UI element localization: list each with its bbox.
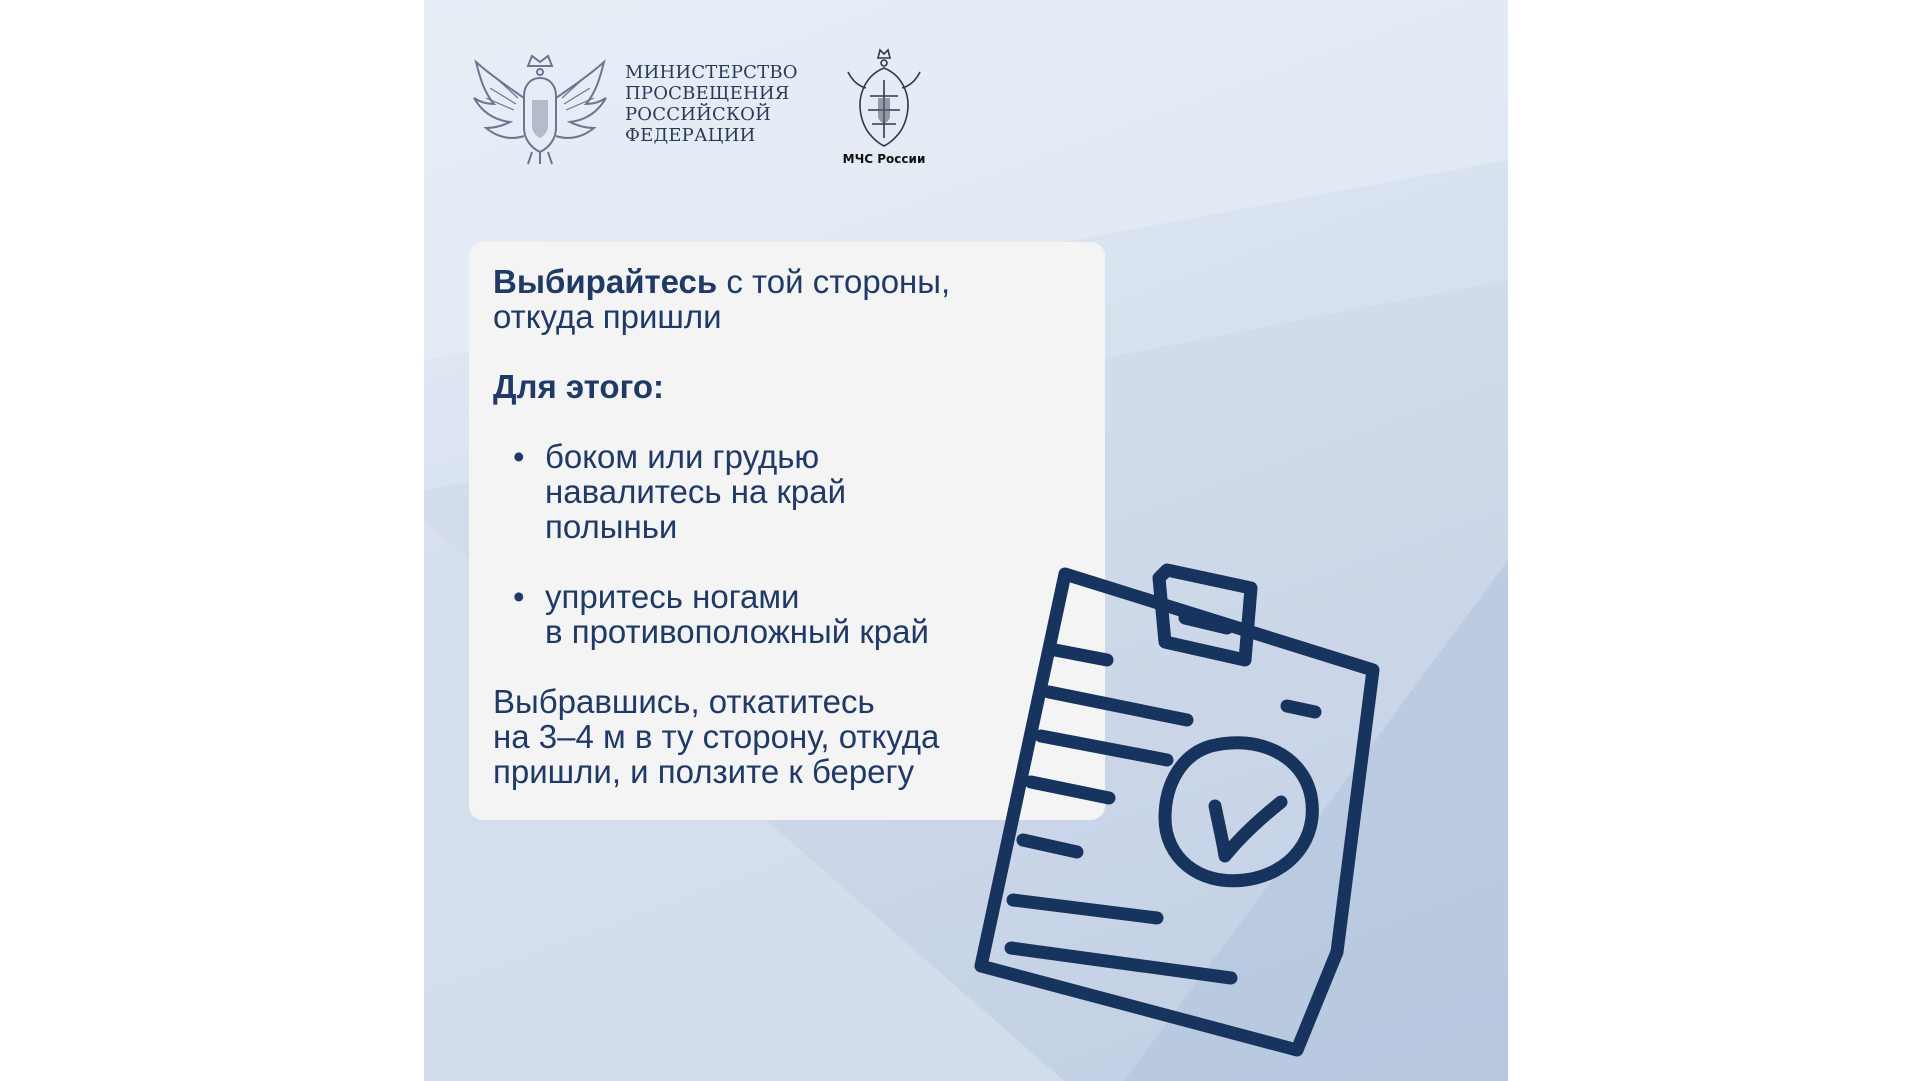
footer-line: Выбравшись, откатитесь (493, 683, 875, 720)
lead-paragraph (493, 264, 1081, 334)
ministry-name (625, 62, 798, 146)
mchs-eagle-icon (844, 46, 924, 150)
lead-line: откуда пришли (493, 298, 722, 335)
ministry-eagle-icon (470, 48, 610, 166)
list-item-line: боком или грудью (545, 438, 820, 475)
poster (424, 0, 1508, 1081)
footer-line: на 3–4 м в ту сторону, откуда (493, 718, 940, 755)
subhead: Для этого: (493, 368, 665, 405)
lead-line (493, 264, 1081, 299)
list-item (493, 439, 1081, 544)
list-item-line: упритесь ногами (545, 578, 800, 615)
ministry-line: РОССИЙСКОЙ (625, 104, 771, 125)
list-item-line: в противоположный край (545, 613, 929, 650)
ministry-line: ПРОСВЕЩЕНИЯ (625, 83, 790, 104)
lead-rest: с той стороны, (717, 263, 951, 300)
ministry-line: МИНИСТЕРСТВО (625, 62, 798, 83)
header-logos (470, 46, 926, 176)
lead-bold: Выбирайтесь (493, 263, 718, 300)
footer-line: пришли, и ползите к берегу (493, 753, 915, 790)
bullet: • (513, 438, 525, 475)
list-item-line: полыньи (545, 508, 678, 545)
ministry-line: ФЕДЕРАЦИИ (625, 125, 756, 146)
clipboard-checklist-icon (969, 556, 1449, 1076)
mchs-label: МЧС России (842, 152, 926, 166)
list-item-line: навалитесь на край (545, 473, 847, 510)
bullet: • (513, 578, 525, 615)
